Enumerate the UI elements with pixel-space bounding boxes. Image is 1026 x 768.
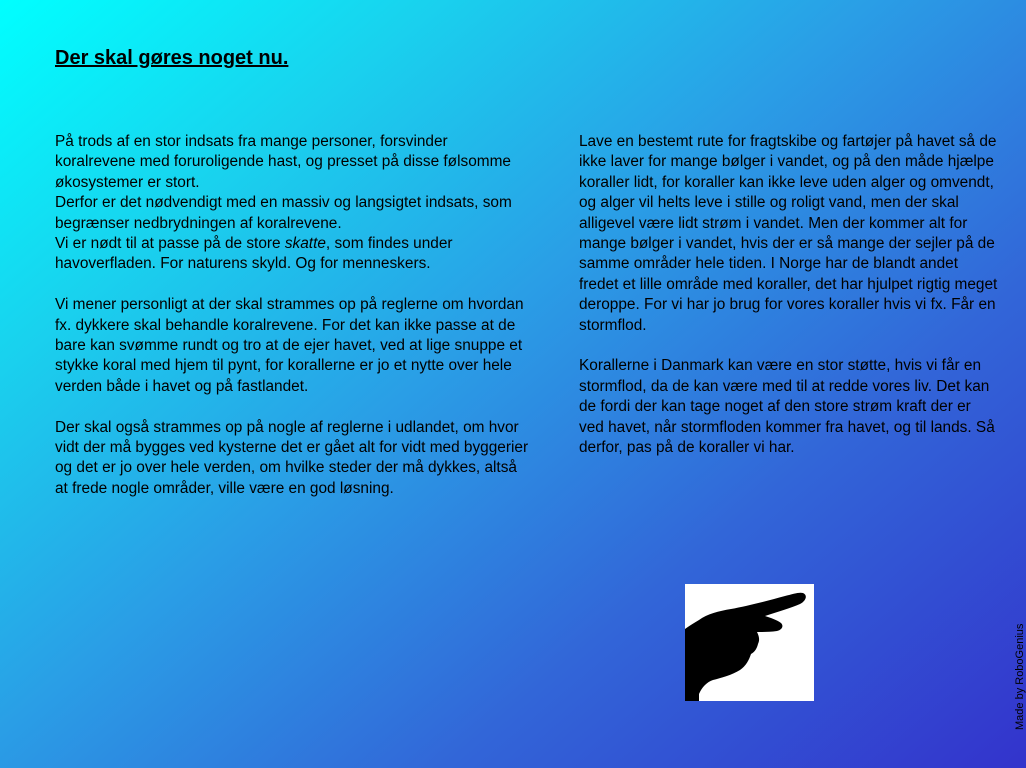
left-p1-line3	[55, 234, 530, 275]
left-p1-line3-before: Vi er nødt til at passe på de store	[55, 235, 285, 253]
emphasis-skatte: skatte	[284, 235, 326, 253]
left-p1-line3-after: , som findes under havoverfladen. For naturens skyld. Og for menneskers.	[55, 235, 453, 273]
pointing-hand-image	[685, 584, 814, 701]
left-paragraph-2: Vi mener personligt at der skal strammes op på reglerne om hvordan fx. dykkere skal behandle koralrevene. For det kan ikke passe at de bare kan svømme rundt og tro at de ejer havet, ved at lige snuppe et stykke koral med hjem til pynt, for korallerne er jo et nytte over hele verden både i havet og på fastlandet.	[55, 296, 524, 395]
left-p1-line2: Derfor er det nødvendigt med en massiv og langsigtet indsats, som begrænser nedbrydningen af koralrevene.	[55, 194, 512, 232]
left-column	[55, 132, 530, 520]
pointing-hand-icon	[685, 584, 814, 701]
credit-text: Made by RoboGenius	[1014, 623, 1026, 730]
left-paragraph-1	[55, 132, 530, 275]
left-p1-line1: På trods af en stor indsats fra mange personer, forsvinder koralrevene med foruroligende hast, og presset på disse følsomme økosystemer er stort.	[55, 133, 511, 191]
right-column	[579, 132, 999, 479]
page-title: Der skal gøres noget nu.	[55, 47, 289, 69]
right-paragraph-1: Lave en bestemt rute for fragtskibe og fartøjer på havet så de ikke laver for mange bølger i vandet, og på den måde hjælpe koraller lidt, for koraller kan ikke leve uden alger og omvendt, og alger vil helts leve i stille og roligt vand, men der skal alligevel være lidt strøm i vandet. Men der kommer alt for mange bølger i vandet, hvis der er så mange der sejler på de samme områder hele tiden. I Norge har de blandt andet fredet et lille område med koraller, det har hjulpet rigtig meget deroppe. For vi har jo brug for vores koraller hvis vi fx. Får en stormflod.	[579, 133, 998, 334]
left-paragraph-3: Der skal også strammes op på nogle af reglerne i udlandet, om hvor vidt der må bygges ved kysterne det er gået alt for vidt med byggerier og det er jo over hele verden, om hvilke steder der må dykkes, altså at frede nogle områder, ville være en god løsning.	[55, 418, 529, 497]
right-paragraph-2: Korallerne i Danmark kan være en stor støtte, hvis vi får en stormflod, da de kan være med til at redde vores liv. Det kan de fordi der kan tage noget af den store strøm kraft der er ved havet, når stormfloden kommer fra havet, og til lands. Så derfor, pas på de koraller vi har.	[579, 357, 995, 457]
